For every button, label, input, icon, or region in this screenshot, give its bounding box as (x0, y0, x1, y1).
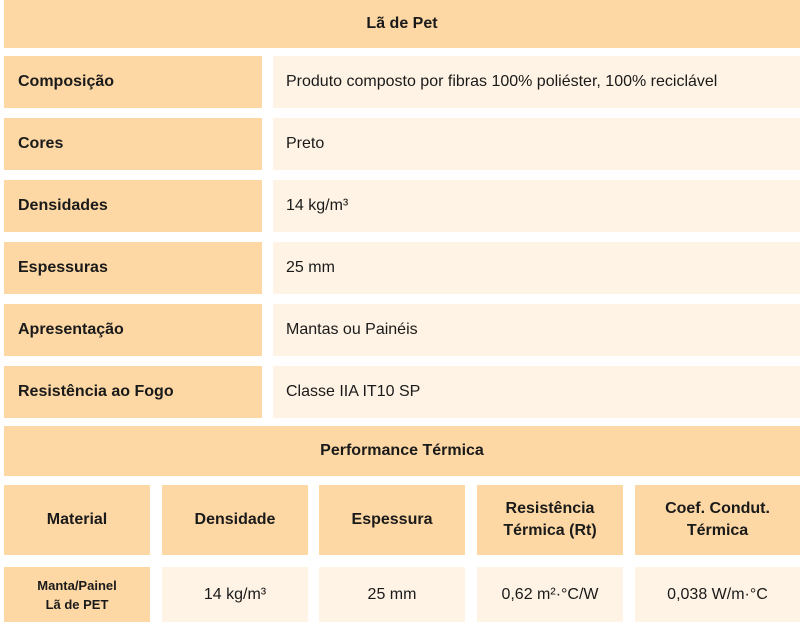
col-header-resistencia-termica: Resistência Térmica (Rt) (477, 485, 623, 555)
row-label-densidades: Densidades (4, 180, 262, 232)
cell-coef-condut: 0,038 W/m·°C (635, 567, 800, 622)
row-label-resistencia-fogo: Resistência ao Fogo (4, 366, 262, 418)
col-header-densidade: Densidade (162, 485, 308, 555)
row-label-espessuras: Espessuras (4, 242, 262, 294)
cell-espessura: 25 mm (319, 567, 465, 622)
spec-table-title: Lã de Pet (4, 0, 800, 48)
row-value-composicao: Produto composto por fibras 100% poliéster, 100% reciclável (273, 56, 800, 108)
row-label-apresentacao: Apresentação (4, 304, 262, 356)
row-label-composicao: Composição (4, 56, 262, 108)
row-label-cores: Cores (4, 118, 262, 170)
performance-table-title: Performance Térmica (4, 426, 800, 476)
row-value-apresentacao: Mantas ou Painéis (273, 304, 800, 356)
row-value-resistencia-fogo: Classe IIA IT10 SP (273, 366, 800, 418)
cell-material: Manta/Painel Lã de PET (4, 567, 150, 622)
row-value-espessuras: 25 mm (273, 242, 800, 294)
col-header-coef-condut: Coef. Condut. Térmica (635, 485, 800, 555)
row-value-densidades: 14 kg/m³ (273, 180, 800, 232)
cell-resistencia-termica: 0,62 m²·°C/W (477, 567, 623, 622)
row-value-cores: Preto (273, 118, 800, 170)
cell-densidade: 14 kg/m³ (162, 567, 308, 622)
col-header-material: Material (4, 485, 150, 555)
col-header-espessura: Espessura (319, 485, 465, 555)
